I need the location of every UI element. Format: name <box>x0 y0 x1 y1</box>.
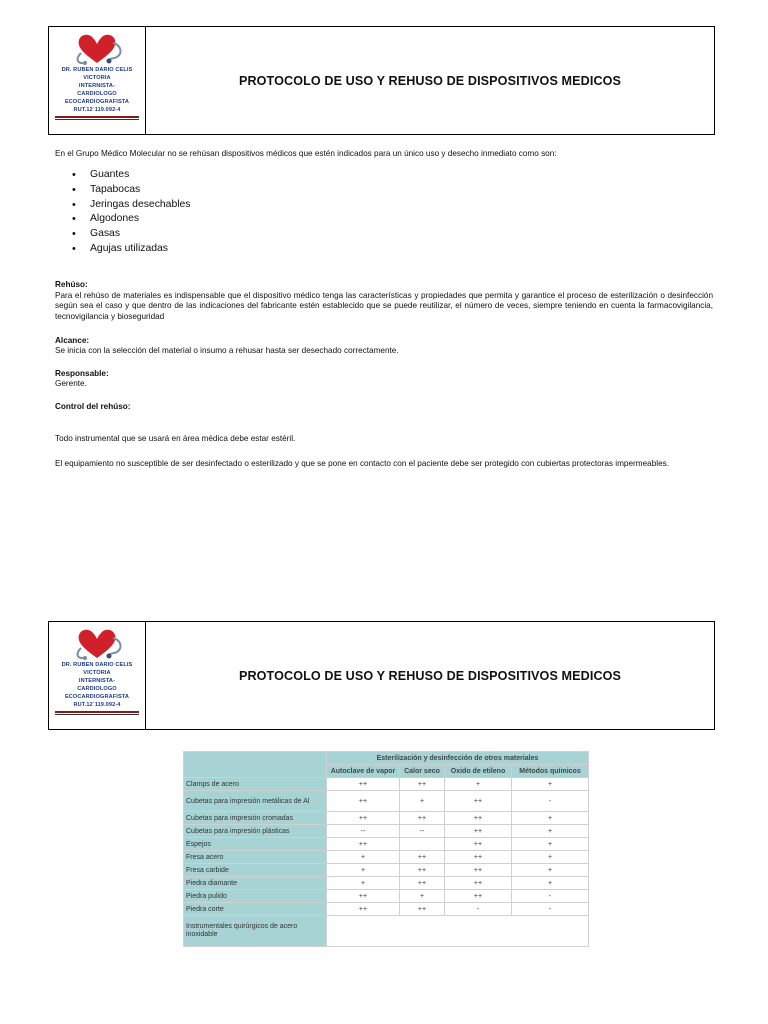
cell: ++ <box>445 825 512 838</box>
cell: ++ <box>445 864 512 877</box>
cell: + <box>400 890 445 903</box>
cell: + <box>512 864 589 877</box>
row-label: Clamps de acero <box>184 778 327 791</box>
cell: - <box>512 890 589 903</box>
row-label: Instrumentales quirúrgicos de acero inoxidable <box>184 916 327 947</box>
document-title: PROTOCOLO DE USO Y REHUSO DE DISPOSITIVOS MEDICOS <box>238 668 622 683</box>
row-label: Piedra pulido <box>184 890 327 903</box>
logo-divider <box>55 714 139 715</box>
list-item: • Algodones <box>72 212 191 227</box>
cell <box>400 838 445 851</box>
cell: ++ <box>445 838 512 851</box>
row-label: Fresa carbide <box>184 864 327 877</box>
rehuso-body: Para el rehúso de materiales es indispensable que el dispositivo médico tenga las características y propiedades que permita y garantice el proceso de esterilización o desinfección según sea el caso y que dentro de las indicaciones del fabricante estén establecido que se puede reutilizar, el número de veces, siempre teniendo en cuenta la farmacovigilancia, tecnovigilancia y bioseguridad <box>55 291 713 321</box>
table-row <box>184 916 589 947</box>
heart-stethoscope-icon <box>69 31 125 65</box>
table-row <box>184 877 589 890</box>
control-heading: Control del rehúso: <box>55 402 131 411</box>
cell: + <box>512 877 589 890</box>
row-label: Cubetas para impresión plásticas <box>184 825 327 838</box>
cell: ++ <box>400 812 445 825</box>
cell: - <box>512 791 589 812</box>
logo-text: DR. RUBEN DARIO CELIS VICTORIA INTERNISTA- CARDIOLOGO ECOCARDIOGRAFISTA RUT.12´119.092-4 <box>61 662 133 708</box>
logo-divider <box>55 116 139 118</box>
table-row <box>184 864 589 877</box>
cell: ++ <box>327 903 400 916</box>
list-item: • Tapabocas <box>72 183 191 198</box>
cell: + <box>512 838 589 851</box>
column-header: Calor seco <box>400 765 445 778</box>
control-paragraph: El equipamiento no susceptible de ser desinfectado o esterilizado y que se pone en contacto con el paciente debe ser protegido con cubiertas protectoras impermeables. <box>55 459 669 468</box>
cell: ++ <box>400 877 445 890</box>
column-header: Autoclave de vapor <box>327 765 400 778</box>
logo <box>49 27 146 134</box>
rehuso-heading: Rehúso: <box>55 280 88 289</box>
logo-divider <box>55 711 139 713</box>
cell: ++ <box>327 890 400 903</box>
header-box <box>48 26 715 135</box>
table-corner <box>184 752 327 778</box>
cell: + <box>327 877 400 890</box>
cell: ++ <box>400 864 445 877</box>
table-row <box>184 851 589 864</box>
document-title: PROTOCOLO DE USO Y REHUSO DE DISPOSITIVOS MEDICOS <box>238 73 622 88</box>
column-header: Métodos químicos <box>512 765 589 778</box>
cell: ++ <box>445 791 512 812</box>
control-paragraph: Todo instrumental que se usará en área médica debe estar estéril. <box>55 434 296 443</box>
cell: + <box>512 812 589 825</box>
logo-text: DR. RUBEN DARIO CELIS VICTORIA INTERNISTA- CARDIOLOGO ECOCARDIOGRAFISTA RUT.12´119.092-4 <box>61 67 133 113</box>
intro-text: En el Grupo Médico Molecular no se rehúsan dispositivos médicos que estén indicados para un único uso y desecho inmediato como son: <box>55 149 557 158</box>
cell: + <box>512 778 589 791</box>
empty-cell <box>327 916 589 947</box>
cell: + <box>512 851 589 864</box>
cell: ++ <box>400 903 445 916</box>
responsable-body: Gerente. <box>55 379 87 388</box>
table-row <box>184 903 589 916</box>
table-row <box>184 825 589 838</box>
cell: ++ <box>445 851 512 864</box>
cell: ++ <box>327 778 400 791</box>
row-label: Fresa acero <box>184 851 327 864</box>
cell: -- <box>400 825 445 838</box>
alcance-heading: Alcance: <box>55 336 90 345</box>
row-label: Piedra diamante <box>184 877 327 890</box>
list-item: • Gasas <box>72 227 191 242</box>
cell: ++ <box>327 791 400 812</box>
table-row <box>184 838 589 851</box>
sterilization-table <box>183 751 589 947</box>
cell: ++ <box>445 890 512 903</box>
cell: + <box>400 791 445 812</box>
list-item: • Jeringas desechables <box>72 198 191 213</box>
row-label: Espejos <box>184 838 327 851</box>
row-label: Piedra corte <box>184 903 327 916</box>
table-row <box>184 791 589 812</box>
cell: ++ <box>400 851 445 864</box>
cell: ++ <box>445 812 512 825</box>
row-label: Cubetas para impresión cromadas <box>184 812 327 825</box>
cell: -- <box>327 825 400 838</box>
cell: ++ <box>327 838 400 851</box>
column-header: Oxido de etileno <box>445 765 512 778</box>
alcance-body: Se inicia con la selección del material o insumo a rehusar hasta ser desechado correctamente. <box>55 346 399 355</box>
cell: + <box>445 778 512 791</box>
list-item: • Guantes <box>72 168 191 183</box>
cell: ++ <box>327 812 400 825</box>
cell: - <box>445 903 512 916</box>
responsable-heading: Responsable: <box>55 369 109 378</box>
cell: ++ <box>445 877 512 890</box>
table-group-header: Esterilización y desinfección de otros materiales <box>327 752 589 765</box>
list-item: • Agujas utilizadas <box>72 242 191 257</box>
disposable-items-list <box>72 168 191 257</box>
cell: + <box>327 864 400 877</box>
row-label: Cubetas para impresión metálicas de Al <box>184 791 327 812</box>
cell: ++ <box>400 778 445 791</box>
table-row <box>184 778 589 791</box>
cell: - <box>512 903 589 916</box>
cell: + <box>327 851 400 864</box>
heart-stethoscope-icon <box>69 626 125 660</box>
table-row <box>184 812 589 825</box>
cell: + <box>512 825 589 838</box>
header-box <box>48 621 715 730</box>
table-row <box>184 890 589 903</box>
logo-divider <box>55 119 139 120</box>
logo <box>49 622 146 729</box>
